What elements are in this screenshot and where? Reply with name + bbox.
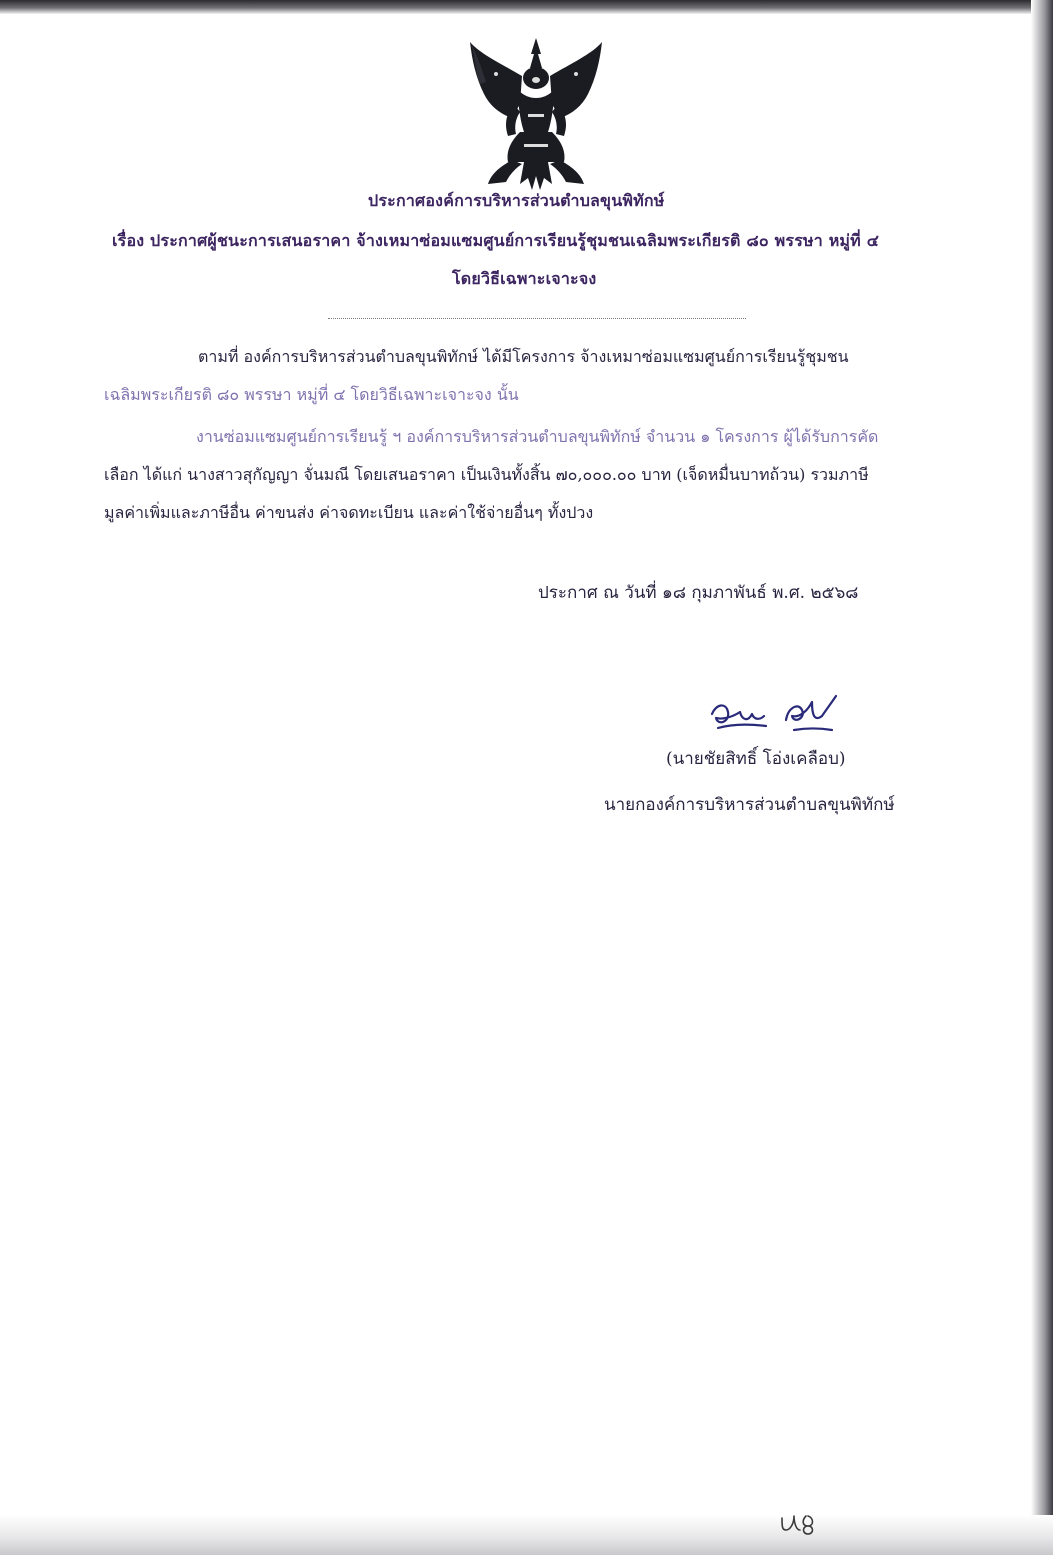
paragraph-2-line-2: เลือก ได้แก่ นางสาวสุกัญญา จั่นมณี โดยเสนอราคา เป็นเงินทั้งสิ้น ๗๐,๐๐๐.๐๐ บาท (เจ็ดหมื่นบาทถ้วน) รวมภาษี xyxy=(104,465,869,484)
paragraph-1-line-1: ตามที่ องค์การบริหารส่วนตำบลขุนพิทักษ์ ได้มีโครงการ จ้างเหมาซ่อมแซมศูนย์การเรียนรู้ชุมชน xyxy=(198,347,849,366)
header-divider xyxy=(328,318,746,319)
paragraph-2-line-3: มูลค่าเพิ่มและภาษีอื่น ค่าขนส่ง ค่าจดทะเบียน และค่าใช้จ่ายอื่นๆ ทั้งปวง xyxy=(104,503,594,522)
handwritten-signature xyxy=(702,690,852,738)
scan-edge-top xyxy=(0,0,1053,14)
signatory-position: นายกองค์การบริหารส่วนตำบลขุนพิทักษ์ xyxy=(604,795,895,815)
announcement-title: ประกาศองค์การบริหารส่วนตำบลขุนพิทักษ์ xyxy=(368,191,665,210)
announcement-subject-line2: โดยวิธีเฉพาะเจาะจง xyxy=(452,269,597,288)
signatory-name: (นายชัยสิทธิ์ โอ่งเคลือบ) xyxy=(666,749,846,769)
announcement-subject-line1: เรื่อง ประกาศผู้ชนะการเสนอราคา จ้างเหมาซ่อมแซมศูนย์การเรียนรู้ชุมชนเฉลิมพระเกียรติ ๘๐ พรรษา หมู่ที่ ๔ xyxy=(112,231,880,250)
scan-edge-bottom xyxy=(0,1515,1053,1555)
announcement-date: ประกาศ ณ วันที่ ๑๘ กุมภาพันธ์ พ.ศ. ๒๕๖๘ xyxy=(538,583,859,603)
handwritten-page-number xyxy=(776,1508,824,1538)
scan-edge-right xyxy=(1031,0,1053,1555)
garuda-emblem-icon xyxy=(462,34,610,192)
paragraph-2-line-1: งานซ่อมแซมศูนย์การเรียนรู้ ฯ องค์การบริหารส่วนตำบลขุนพิทักษ์ จำนวน ๑ โครงการ ผู้ได้รับการคัด xyxy=(196,427,879,446)
paragraph-1-line-2: เฉลิมพระเกียรติ ๘๐ พรรษา หมู่ที่ ๔ โดยวิธีเฉพาะเจาะจง นั้น xyxy=(104,385,519,404)
